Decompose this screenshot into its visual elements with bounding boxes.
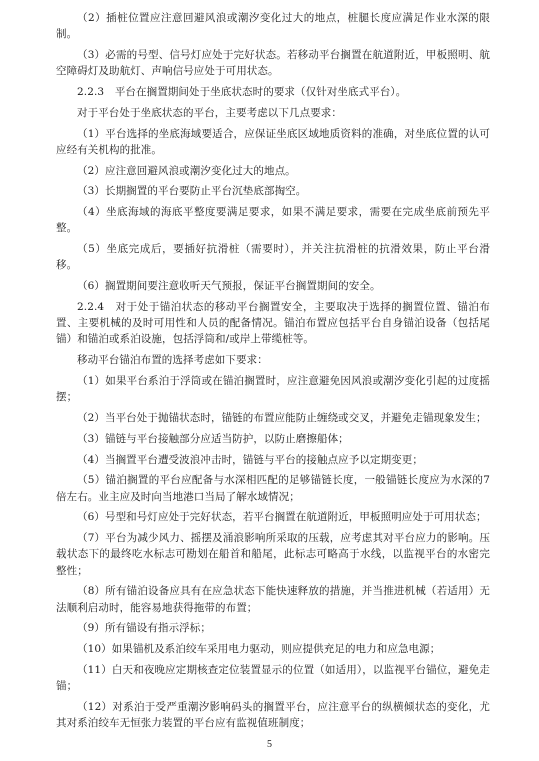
paragraph: （10）如果锚机及系泊绞车采用电力驱动，则应提供充足的电力和应急电源； — [77, 643, 441, 656]
paragraph: （7）平台为减少风力、摇摆及涌浪影响所采取的压载，应考虑其对平台应力的影响。压载状态下的最终吃水标志可勘划在船首和船尾，此标志可略高于水线，以监视平台的水密完整性； — [56, 532, 490, 577]
section-heading: 2.2.4 对于处于锚泊状态的移动平台搁置安全，主要取决于选择的搁置位置、锚泊布置、主要机械的及时可用性和人员的配备情况。锚泊布置应包括平台自身锚泊设备（包括尾锚）和锚泊或系泊设施，包括浮筒和/或岸上带缆桩等。 — [56, 300, 490, 346]
paragraph: （4）坐底海域的海底平整度要满足要求，如果不满足要求，需要在完成坐底前预先平整。 — [56, 206, 490, 235]
paragraph: （2）当平台处于抛锚状态时，锚链的布置应能防止缠绕或交叉，并避免走锚现象发生； — [77, 411, 487, 424]
paragraph: （2）应注意回避风浪或潮汐变化过大的地点。 — [77, 164, 296, 177]
paragraph: （3）必需的号型、信号灯应处于完好状态。若移动平台搁置在航道附近，甲板照明、航空障碍灯及助航灯、声响信号应处于可用状态。 — [56, 49, 490, 78]
paragraph: （1）如果平台系泊于浮筒或在锚泊搁置时，应注意避免因风浪或潮汐变化引起的过度摇摆； — [56, 374, 490, 404]
paragraph: （1）平台选择的坐底海域要适合，应保证坐底区域地质资料的准确，对坐底位置的认可应经有关机构的批准。 — [56, 127, 490, 156]
paragraph: （3）锚链与平台接触部分应适当防护，以防止磨擦船体； — [77, 432, 349, 445]
paragraph: 移动平台锚泊布置的选择考虑如下要求： — [77, 354, 268, 367]
paragraph: （2）插桩位置应注意回避风浪或潮汐变化过大的地点，桩腿长度应满足作业水深的限制。 — [56, 12, 490, 41]
paragraph: （11）白天和夜晚应定期核查定位装置显示的位置（如适用），以监视平台锚位，避免走锚； — [56, 663, 490, 693]
paragraph: （6）搁置期间要注意收听天气预报，保证平台搁置期间的安全。 — [77, 280, 381, 293]
paragraph: （8）所有锚泊设备应具有在应急状态下能快速释放的措施，并当推进机械（若适用）无法顺利启动时，能容易地获得拖带的布置； — [56, 585, 490, 614]
paragraph: （6）号型和号灯应处于完好状态，若平台搁置在航道附近，甲板照明应处于可用状态； — [77, 511, 487, 524]
paragraph: 对于平台处于坐底状态的平台，主要考虑以下几点要求： — [77, 106, 342, 119]
paragraph: （9）所有锚设有指示浮标； — [77, 622, 211, 635]
page-number: 5 — [267, 739, 272, 750]
paragraph: （5）锚泊搁置的平台应配备与水深相匹配的足够锚链长度，一般锚链长度应为水深的7倍左右。业主应及时向当地港口当局了解水域情况； — [56, 474, 490, 503]
paragraph: （4）当搁置平台遭受波浪冲击时，锚链与平台的接触点应予以定期变更； — [77, 453, 423, 466]
page-body — [56, 10, 490, 736]
paragraph: （3）长期搁置的平台要防止平台沉垫底部掏空。 — [77, 185, 307, 198]
paragraph: （5）坐底完成后，要插好抗滑桩（需要时），并关注抗滑桩的抗滑效果，防止平台滑移。 — [56, 243, 490, 272]
section-heading: 2.2.3 平台在搁置期间处于坐底状态时的要求（仅针对坐底式平台）。 — [77, 86, 407, 98]
paragraph: （12）对系泊于受严重潮汐影响码头的搁置平台，应注意平台的纵横倾状态的变化，尤其对系泊绞车无恒张力装置的平台应有监视值班制度； — [56, 700, 490, 730]
